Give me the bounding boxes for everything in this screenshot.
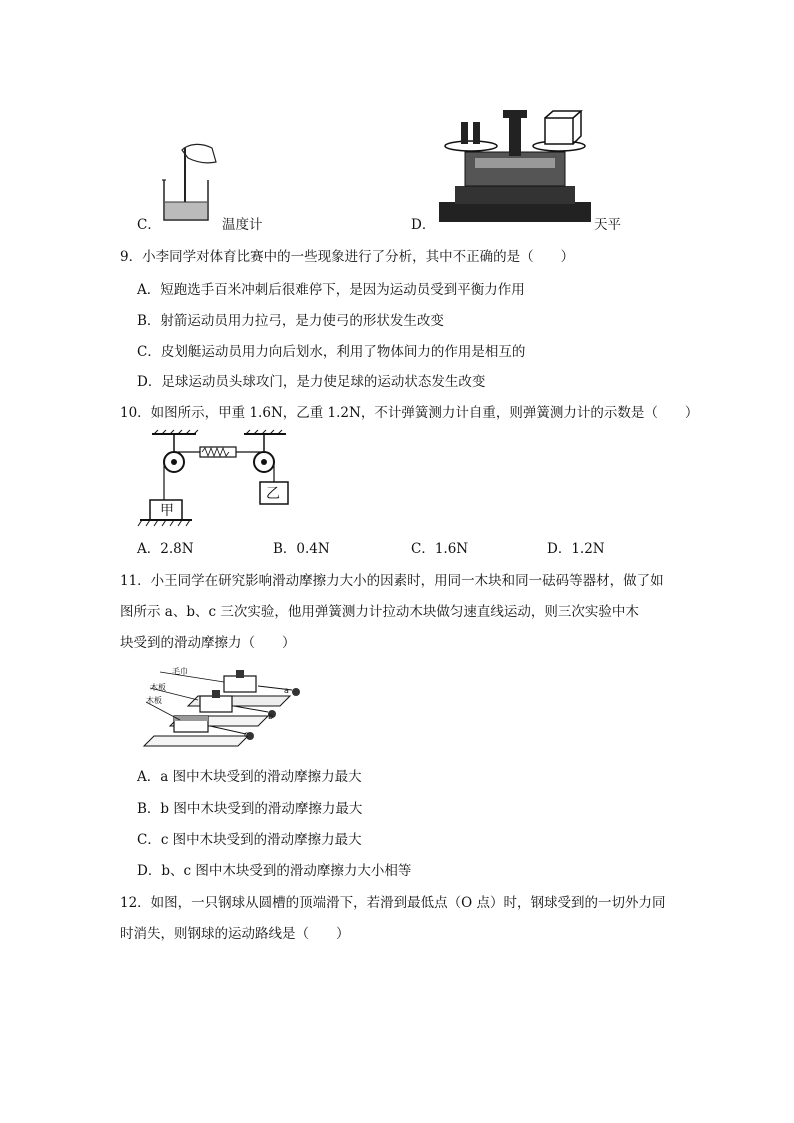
option-d-label: 天平 <box>594 217 621 233</box>
fig11-label-a: a <box>284 686 289 695</box>
option-d-letter: D． <box>411 217 436 233</box>
q11-option-d: D．b、c 图中木块受到的滑动摩擦力大小相等 <box>137 863 412 879</box>
fig-label-yi: 乙 <box>266 486 280 502</box>
q9-stem: 9．小李同学对体育比赛中的一些现象进行了分析，其中不正确的是（ ） <box>120 249 575 265</box>
fig11-label-b: b <box>268 712 274 721</box>
q11-option-c: C．c 图中木块受到的滑动摩擦力最大 <box>137 832 362 848</box>
q10-option-b: B．0.4N <box>273 541 330 557</box>
fig11-label-c: c <box>244 730 249 739</box>
fig11-label-board1: 木板 <box>150 683 166 692</box>
option-c-label: 温度计 <box>222 217 263 233</box>
fig11-label-board2: 木板 <box>146 696 162 705</box>
balance-scale-figure <box>435 106 595 224</box>
q9-option-d: D．足球运动员头球攻门，是力使足球的运动状态发生改变 <box>137 374 486 390</box>
q9-option-c: C．皮划艇运动员用力向后划水，利用了物体间力的作用是相互的 <box>137 344 526 360</box>
q10-option-c: C．1.6N <box>411 541 469 557</box>
option-c-letter: C． <box>137 217 161 233</box>
q10-option-d: D．1.2N <box>547 541 605 557</box>
q10-stem: 10．如图所示，甲重 1.6N，乙重 1.2N，不计弹簧测力计自重，则弹簧测力计的示数是（ ） <box>120 405 699 421</box>
q12-stem-line2: 时消失，则钢球的运动路线是（ ） <box>120 926 350 942</box>
fig-label-jia: 甲 <box>160 503 174 519</box>
q12-stem-line1: 12．如图，一只钢球从圆槽的顶端滑下，若滑到最低点（O 点）时，钢球受到的一切外力同 <box>120 895 666 911</box>
q11-option-a: A．a 图中木块受到的滑动摩擦力最大 <box>137 769 362 785</box>
q9-option-b: B．射箭运动员用力拉弓，是力使弓的形状发生改变 <box>137 313 444 329</box>
q11-option-b: B．b 图中木块受到的滑动摩擦力最大 <box>137 801 363 817</box>
fig11-label-towel: 毛巾 <box>172 667 188 676</box>
friction-experiment-figure <box>140 664 310 752</box>
q11-stem-line1: 11．小王同学在研究影响滑动摩擦力大小的因素时，用同一木块和同一砝码等器材，做了如 <box>120 573 664 589</box>
q11-stem-line3: 块受到的滑动摩擦力（ ） <box>120 635 296 651</box>
q10-option-a: A．2.8N <box>137 541 194 557</box>
q11-stem-line2: 图所示 a、b、c 三次实验，他用弹簧测力计拉动木块做匀速直线运动，则三次实验中木 <box>120 604 639 620</box>
thermometer-beaker-figure <box>160 140 220 220</box>
q9-option-a: A．短跑选手百米冲刺后很难停下，是因为运动员受到平衡力作用 <box>137 282 525 298</box>
